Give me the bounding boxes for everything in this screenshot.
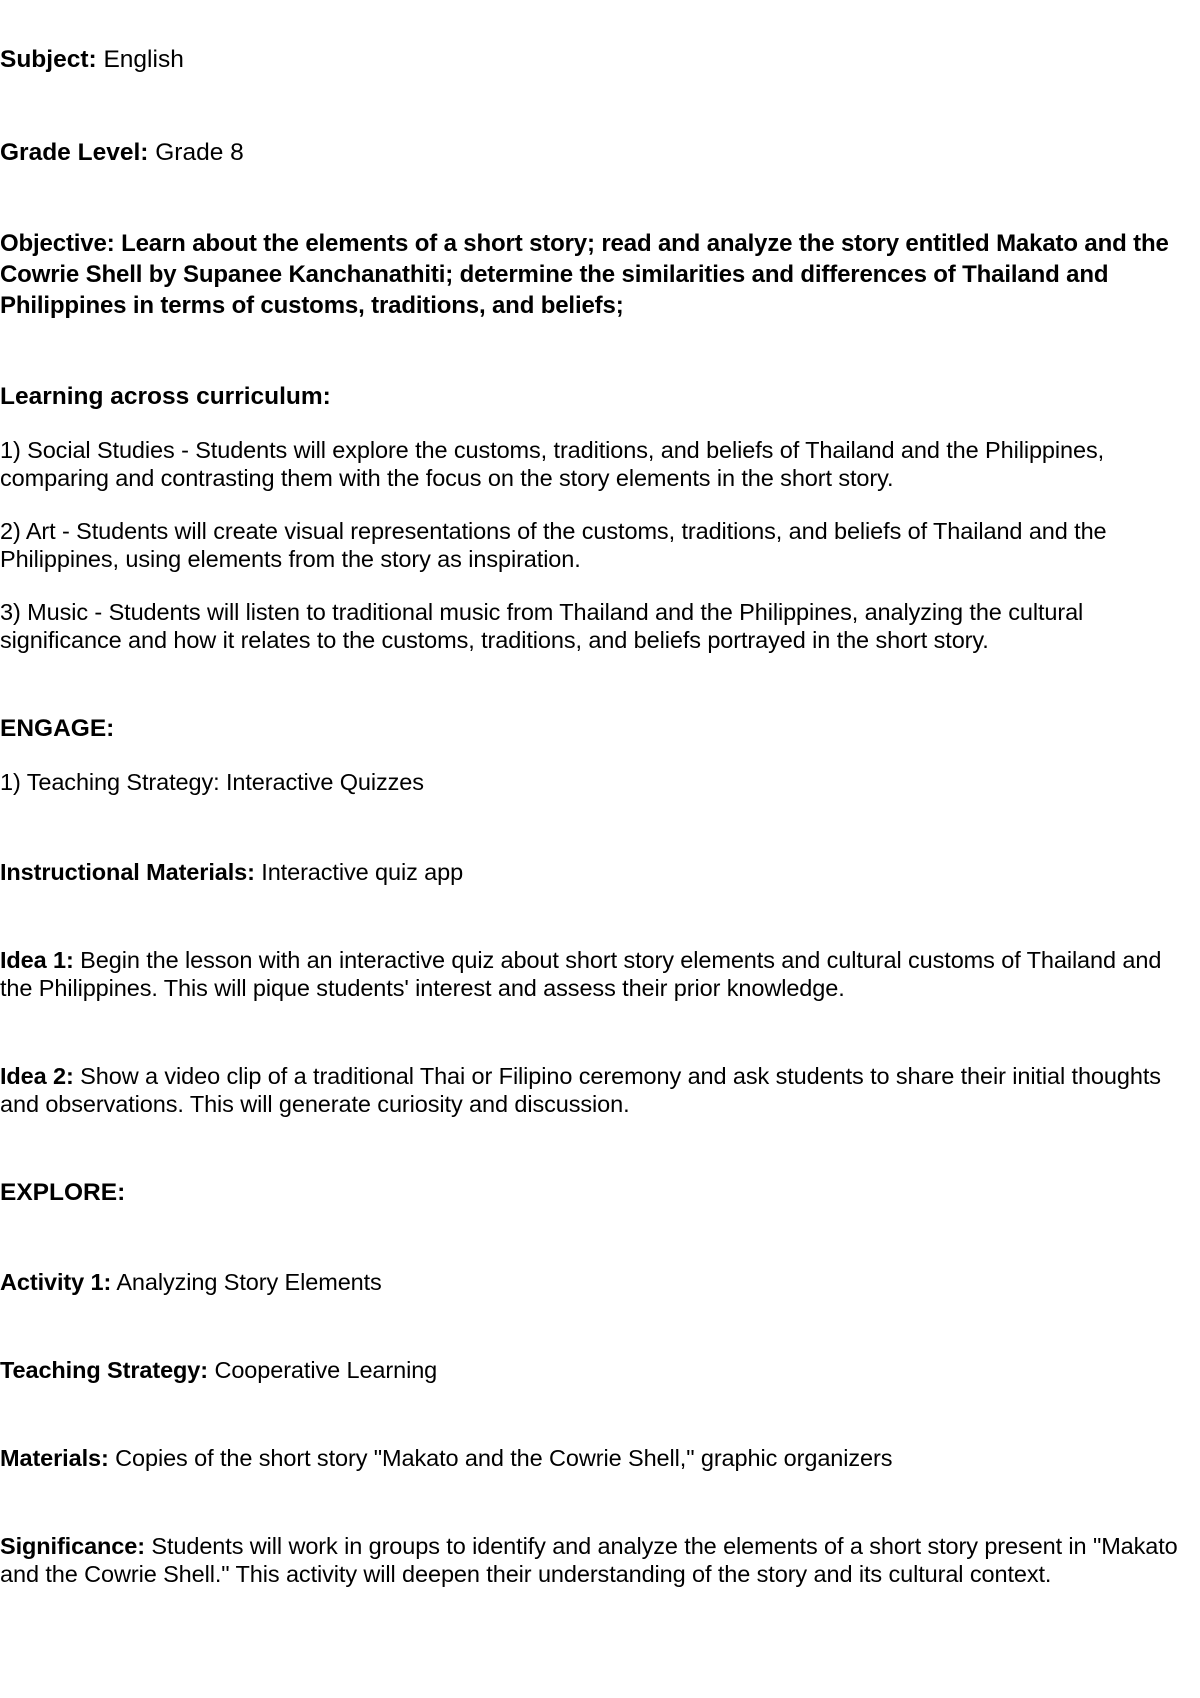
engage-idea-1 [0,946,1196,1002]
learning-across-curriculum-heading: Learning across curriculum: [0,383,331,410]
grade-level-label: Grade Level: [0,139,149,166]
teaching-strategy-value: Cooperative Learning [208,1357,438,1383]
activity-1-label: Activity 1: [0,1269,112,1295]
objective-value: Learn about the elements of a short story; read and analyze the story entitled Makato and the Cowrie Shell by Supanee Kanchanathiti; determine the similarities and differences of Thailand and Philippines in terms of customs, traditions, and beliefs; [0,230,1169,319]
idea-2-value: Show a video clip of a traditional Thai or Filipino ceremony and ask students to share their initial thoughts and observations. This will generate curiosity and discussion. [0,1063,1161,1117]
engage-heading: ENGAGE: [0,715,115,742]
idea-1-label: Idea 1: [0,947,74,973]
objective-label: Objective: [0,230,115,257]
explore-heading: EXPLORE: [0,1179,126,1206]
idea-1-value: Begin the lesson with an interactive quiz about short story elements and cultural customs of Thailand and the Philippines. This will pique students' interest and assess their prior knowledge. [0,947,1162,1001]
subject-label: Subject: [0,46,97,73]
curriculum-item-art: 2) Art - Students will create visual representations of the customs, traditions, and beliefs of Thailand and the Philippines, using elements from the story as inspiration. [0,518,1107,572]
materials-value: Copies of the short story "Makato and the Cowrie Shell," graphic organizers [108,1445,893,1471]
materials-label: Materials: [0,1445,109,1471]
teaching-strategy-label: Teaching Strategy: [0,1357,209,1383]
significance-label: Significance: [0,1533,145,1559]
explore-activity-1 [0,1268,1196,1296]
instructional-materials-label: Instructional Materials: [0,859,255,885]
explore-teaching-strategy [0,1356,1196,1384]
engage-teaching-strategy: 1) Teaching Strategy: Interactive Quizzes [0,769,424,795]
curriculum-item-music: 3) Music - Students will listen to traditional music from Thailand and the Philippines, analyzing the cultural significance and how it relates to the customs, traditions, and beliefs portrayed in the short story. [0,599,1084,653]
idea-2-label: Idea 2: [0,1063,74,1089]
explore-significance [0,1532,1196,1588]
grade-level-value: Grade 8 [148,139,244,166]
objective-paragraph [0,228,1196,321]
curriculum-item-social-studies: 1) Social Studies - Students will explore the customs, traditions, and beliefs of Thailand and the Philippines, comparing and contrasting them with the focus on the story elements in the short story. [0,437,1105,491]
engage-idea-2 [0,1062,1196,1118]
explore-materials [0,1444,1196,1472]
instructional-materials-value: Interactive quiz app [254,859,464,885]
subject-line [0,44,1200,75]
engage-instructional-materials [0,858,1196,886]
significance-value: Students will work in groups to identify and analyze the elements of a short story present in "Makato and the Cowrie Shell." This activity will deepen their understanding of the story and its cultural context. [0,1533,1178,1587]
activity-1-value: Analyzing Story Elements [111,1269,382,1295]
grade-level-line [0,137,1200,168]
subject-value: English [96,46,184,73]
